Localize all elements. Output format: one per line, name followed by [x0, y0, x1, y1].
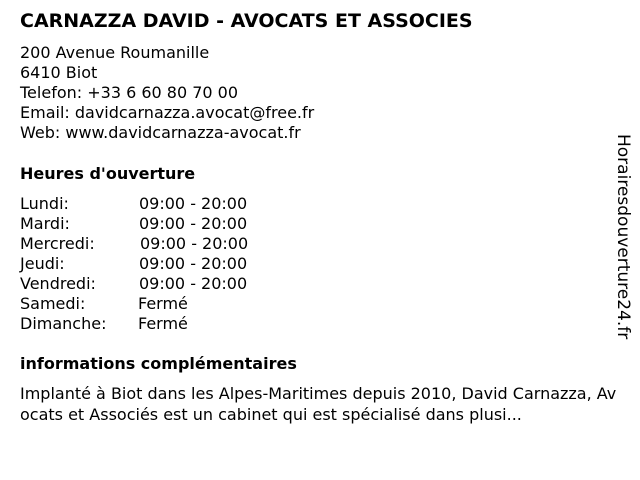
- time-value: 09:00 - 20:00: [140, 234, 249, 253]
- hours-row-saturday: [20, 294, 320, 314]
- time-value: Fermé: [138, 314, 188, 333]
- opening-hours-list: [20, 194, 320, 334]
- day-label: Samedi:: [20, 294, 86, 313]
- business-title: CARNAZZA DAVID - AVOCATS ET ASSOCIES: [20, 10, 473, 32]
- day-label: Jeudi:: [20, 254, 65, 273]
- hours-row-sunday: [20, 314, 320, 334]
- hours-row-tuesday: [20, 214, 320, 234]
- contact-block: [20, 43, 314, 143]
- day-label: Vendredi:: [20, 274, 96, 293]
- time-value: 09:00 - 20:00: [139, 194, 248, 213]
- day-label: Lundi:: [20, 194, 69, 213]
- day-label: Mercredi:: [20, 234, 95, 253]
- website: Web: www.davidcarnazza-avocat.fr: [20, 123, 301, 142]
- day-label: Mardi:: [20, 214, 70, 233]
- watermark-text: Horairesdouverture24.fr: [613, 134, 633, 340]
- time-value: 09:00 - 20:00: [139, 214, 248, 233]
- hours-row-monday: [20, 194, 320, 214]
- phone: Telefon: +33 6 60 80 70 00: [20, 83, 239, 102]
- description-text: Implanté à Biot dans les Alpes-Maritimes depuis 2010, David Carnazza, Avocats et Associés est un cabinet qui est spécialisé dans plusi...: [20, 384, 617, 424]
- street-address: 200 Avenue Roumanille: [20, 43, 210, 62]
- hours-row-thursday: [20, 254, 320, 274]
- time-value: 09:00 - 20:00: [139, 274, 248, 293]
- hours-heading: Heures d'ouverture: [20, 164, 196, 183]
- day-label: Dimanche:: [20, 314, 107, 333]
- info-heading: informations complémentaires: [20, 354, 297, 373]
- city: 6410 Biot: [20, 63, 98, 82]
- time-value: Fermé: [138, 294, 188, 313]
- email: Email: davidcarnazza.avocat@free.fr: [20, 103, 315, 122]
- hours-row-friday: [20, 274, 320, 294]
- time-value: 09:00 - 20:00: [139, 254, 248, 273]
- hours-row-wednesday: [20, 234, 320, 254]
